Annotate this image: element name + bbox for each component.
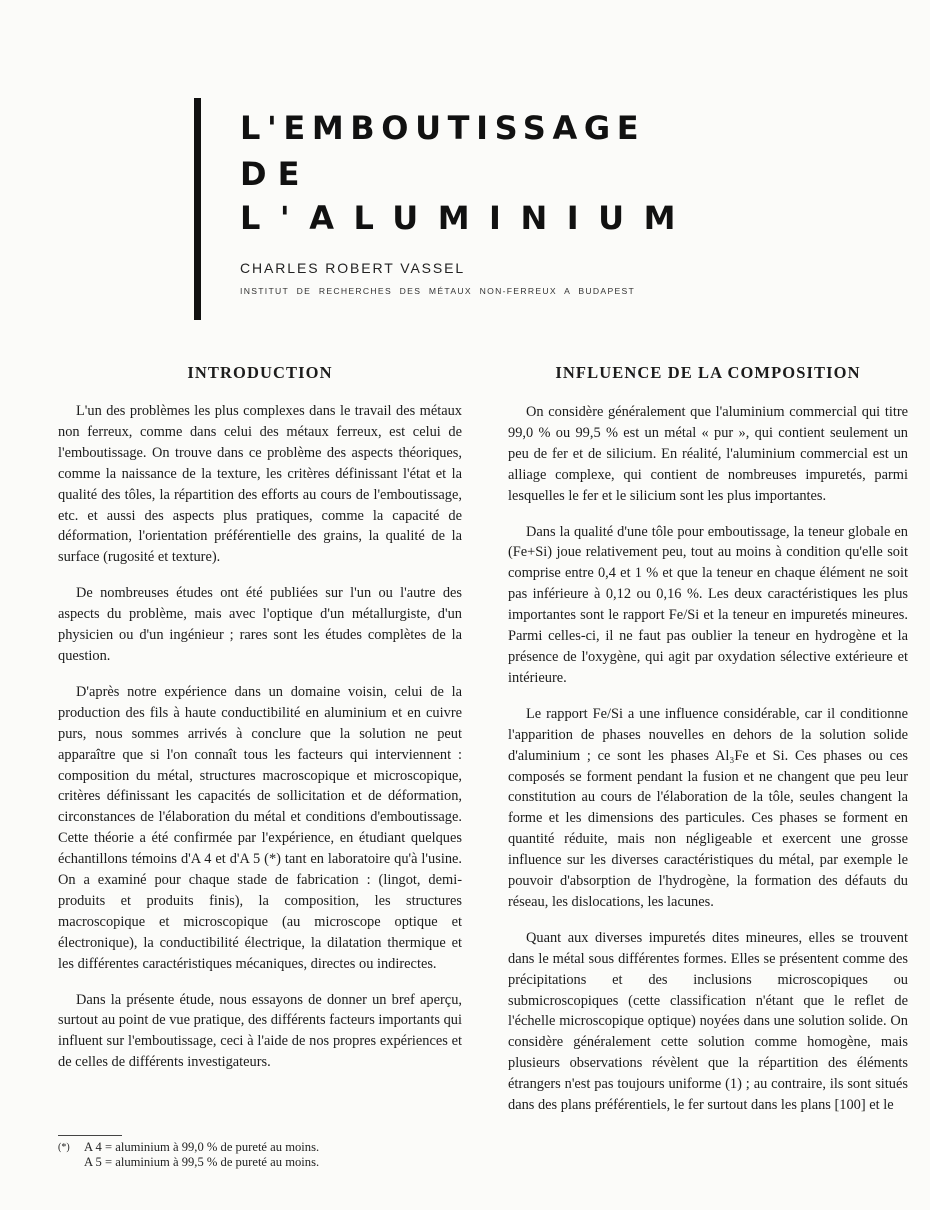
footnote-line-1 (58, 1140, 462, 1155)
right-column (508, 362, 908, 1116)
footnote-text: A 4 = aluminium à 99,0 % de pureté au moins. (84, 1140, 320, 1154)
footnote-text: A 5 = aluminium à 99,5 % de pureté au moins. (84, 1155, 320, 1169)
paragraph: De nombreuses études ont été publiées sur l'un ou l'autre des aspects du problème, mais avec l'optique d'un métallurgiste, d'un physicien ou d'un ingénieur ; rares sont les études complètes de la question. (58, 585, 462, 664)
title-vertical-rule (194, 98, 201, 320)
footnotes (58, 1140, 462, 1170)
paragraph: On considère généralement que l'aluminium commercial qui titre 99,0 % ou 99,5 % est un métal « pur », qui contient seulement un peu de fer et de silicium. En réalité, l'aluminium commercial est un alliage complexe, qui contient de nombreuses impuretés, parmi lesquelles le fer et le silicium sont les plus importantes. (508, 404, 908, 504)
title-line-2: DE (240, 155, 311, 193)
paragraph: Dans la qualité d'une tôle pour emboutissage, la teneur globale en (Fe+Si) joue relativement peu, tout au moins à condition qu'elle soit comprise entre 0,4 et 1 % et que la teneur en chaque élément ne soit pas inférieure à 0,12 ou 0,16 %. Les deux caractéristiques les plus importantes sont le rapport Fe/Si et la teneur en impuretés mineures. Parmi celles-ci, il ne faut pas oublier la teneur en hydrogène et la présence de l'oxygène, qui agit par oxydation sélective extérieure et intérieure. (508, 523, 908, 686)
paragraph: Quant aux diverses impuretés dites mineures, elles se trouvent dans le métal sous différentes formes. Elles se présentent comme des précipitations et des inclusions microscopiques ou submicroscopiques (cette classification n'étant que le reflet de l'échelle microscopique optique) noyées dans une solution solide. On considère généralement cette solution comme homogène, mais plusieurs observations révèlent que la répartition des éléments étrangers n'est pas toujours uniforme (1) ; au contraire, ils sont situés dans des plans préférentiels, le fer surtout dans les plans [100] et le (508, 929, 908, 1114)
footnote-mark: (*) (58, 1142, 70, 1153)
title-line-1: L'EMBOUTISSAGE (240, 109, 646, 147)
paragraph: Le rapport Fe/Si a une influence considérable, car il conditionne l'apparition de phases nouvelles en dehors de la solution solide d'aluminium ; ce sont les phases Al₃Fe et Si. Ces phases ou ces composés se forment pendant la fusion et ne changent que peu leur constitution au cours de l'élaboration de la tôle, seules changent la forme et les dimensions des particules. Ces phases se forment en quantité réduite, mais non négligeable et exercent une grosse influence sur les diverses caractéristiques du métal, par exemple le pouvoir d'absorption de l'hydrogène, la formation des défauts du réseau, les dislocations, les lacunes. (508, 705, 908, 910)
paragraph: Dans la présente étude, nous essayons de donner un bref aperçu, surtout au point de vue pratique, des différents facteurs importants qui influent sur l'emboutissage, ceci à l'aide de nos propres expériences et de celles de différents investigateurs. (58, 991, 462, 1071)
paragraph: L'un des problèmes les plus complexes dans le travail des métaux non ferreux, comme dans celui des métaux ferreux, est celui de l'emboutissage. On trouve dans ce problème des aspects théoriques, comme la naissance de la texture, les critères définissant l'état et la qualité des tôles, la répartition des efforts au cours de l'emboutissage, etc. et aussi des aspects plus pratiques, comme la capacité de déformation, l'orientation préférentielle des grains, la qualité de la surface (rugosité et texture). (58, 403, 462, 566)
left-column (58, 362, 462, 1073)
section-heading-introduction: INTRODUCTION (187, 363, 333, 382)
section-heading-composition: INFLUENCE DE LA COMPOSITION (555, 363, 861, 382)
title-line-3: L'ALUMINIUM (240, 199, 695, 237)
author-affiliation: INSTITUT DE RECHERCHES DES MÉTAUX NON-FERREUX A BUDAPEST (240, 286, 636, 296)
author-name: CHARLES ROBERT VASSEL (240, 260, 466, 276)
footnote-line-2 (58, 1155, 462, 1170)
footnote-rule (58, 1135, 122, 1136)
paragraph: D'après notre expérience dans un domaine voisin, celui de la production des fils à haute conductibilité en aluminium et en cuivre purs, nous sommes arrivés à conclure que la solution ne peut apparaître que si l'on connaît tous les facteurs qui interviennent : composition du métal, structures macroscopique et microscopique, critères définissant les capacités de sollicitation et de déformation, circonstances de l'élaboration du métal et conditions d'emboutissage. Cette théorie a été confirmée par l'expérience, en étudiant quelques échantillons témoins d'A 4 et d'A 5 (*) tant en laboratoire qu'à l'usine. On a examiné pour chaque stade de fabrication : (lingot, demi-produits et produits finis), la composition, les structures macroscopique et microscopique (au microscope optique et électronique), la conductibilité électrique, la dilatation thermique et les différentes caractéristiques mécaniques, directes ou indirectes. (58, 683, 462, 972)
